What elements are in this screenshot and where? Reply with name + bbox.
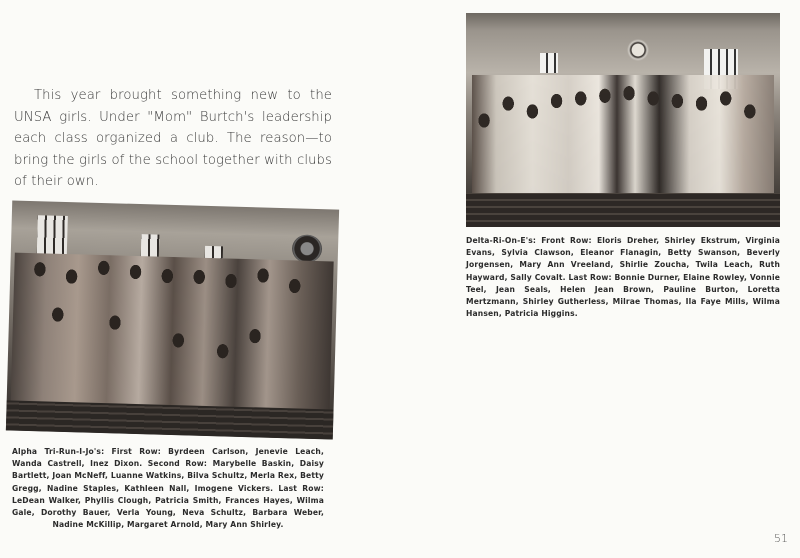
- window-decor: [540, 53, 558, 73]
- intro-paragraph: This year brought something new to the UNSA girls. Under "Mom" Burtch's leadership each class organized a club. The reason—to bring the girls of the school together with clubs of their own.: [14, 88, 332, 190]
- group-of-girls: [10, 253, 333, 422]
- photo-alpha-tri-run-i-jos: [6, 200, 339, 439]
- photo-delta-ri-on-es: [466, 13, 780, 227]
- wall-clock: [292, 234, 323, 263]
- caption-alpha-tri-run-i-jos: Alpha Tri-Run-I-Jo's: First Row: Byrdeen Carlson, Jenevie Leach, Wanda Castrell, Inez Dixon. Second Row: Marybelle Baskin, Daisy Bartlett, Joan McNeff, Luanne Watkins, Bilva Schultz, Merla Rex, Betty Gregg, Nadine Staples, Kathleen Nall, Imogene Vickers. Last Row: LeDean Walker, Phyllis Clough, Patricia Smith, Frances Hayes, Wilma Gale, Dorothy Bauer, Verla Young, Neva Schultz, Barbara Weber, Nadine McKillip, Margaret Arnold, Mary Ann Shirley.: [12, 447, 324, 530]
- page-number: 51: [774, 532, 788, 545]
- caption-delta-ri-on-es: Delta-Ri-On-E's: Front Row: Eloris Dreher, Shirley Ekstrum, Virginia Evans, Sylvia Clawson, Eleanor Flanagin, Betty Swanson, Beverly Jorgensen, Mary Ann Vreeland, Shirlie Zoucha, Twila Leach, Ruth Hayward, Sally Covalt. Last Row: Bonnie Durner, Elaine Rowley, Vonnie Teel, Jean Seals, Helen Jean Brown, Pauline Burton, Loretta Mertzmann, Shirley Gutherless, Milrae Thomas, Ila Faye Mills, Wilma Hansen, Patricia Higgins.: [466, 236, 780, 319]
- group-of-girls: [472, 75, 774, 205]
- stage-floor: [466, 193, 780, 227]
